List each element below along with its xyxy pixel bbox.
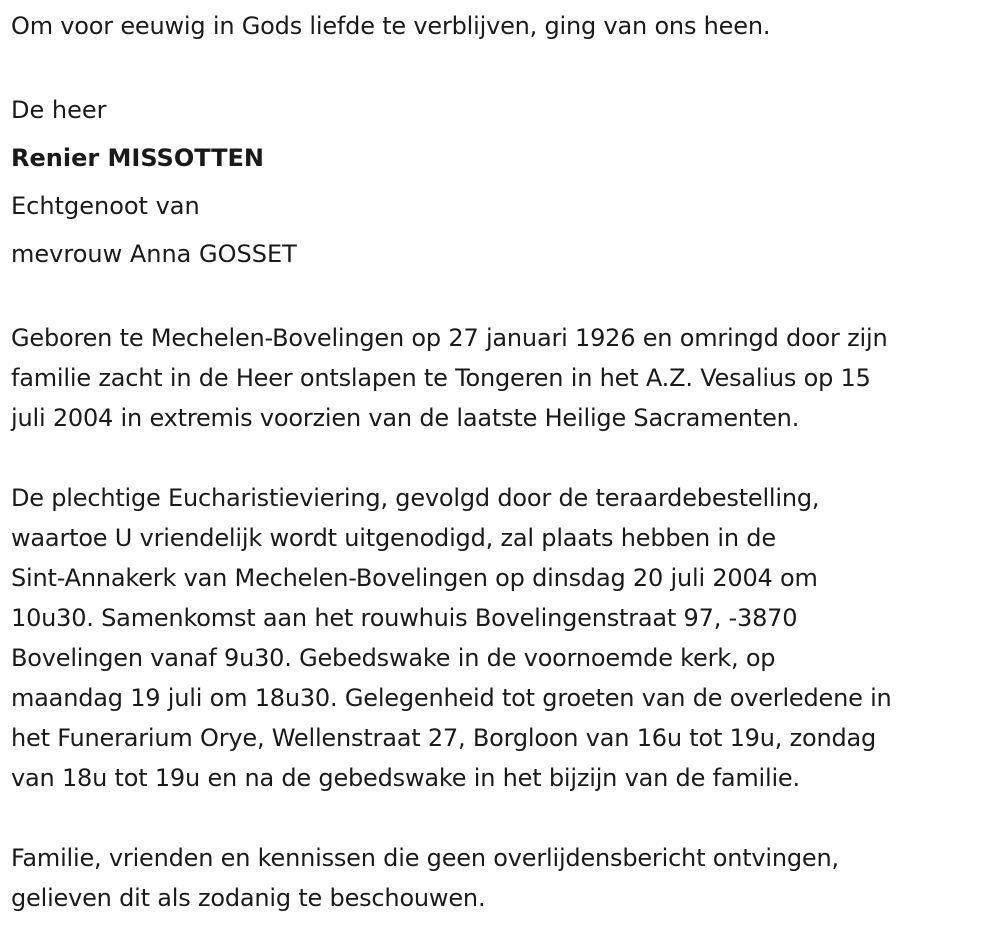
spacer: [11, 46, 996, 86]
paragraph-line: Familie, vrienden en kennissen die geen overlijdensbericht ontvingen,: [11, 844, 839, 872]
paragraph-line: 10u30. Samenkomst aan het rouwhuis Bovelingenstraat 97, -3870: [11, 604, 798, 632]
spouse-name: mevrouw Anna GOSSET: [11, 240, 297, 268]
relation-text: Echtgenoot van: [11, 192, 200, 220]
paragraph-line: De plechtige Eucharistieviering, gevolgd door de teraardebestelling,: [11, 484, 820, 512]
salutation: De heer: [11, 96, 107, 124]
paragraph-line: gelieven dit als zodanig te beschouwen.: [11, 884, 486, 912]
paragraph-line: maandag 19 juli om 18u30. Gelegenheid tot groeten van de overledene in: [11, 684, 892, 712]
paragraph-line: juli 2004 in extremis voorzien van de laatste Heilige Sacramenten.: [11, 404, 800, 432]
spacer: [11, 798, 996, 838]
paragraph-line: Bovelingen vanaf 9u30. Gebedswake in de voornoemde kerk, op: [11, 644, 776, 672]
spacer: [11, 278, 996, 318]
death-notice: [11, 6, 996, 918]
paragraph-line: Geboren te Mechelen-Bovelingen op 27 januari 1926 en omringd door zijn: [11, 324, 888, 352]
birth-paragraph: [11, 318, 996, 438]
intro-text: Om voor eeuwig in Gods liefde te verblijven, ging van ons heen.: [11, 12, 771, 40]
spacer: [11, 438, 996, 478]
deceased-name: Renier MISSOTTEN: [11, 144, 265, 172]
paragraph-line: van 18u tot 19u en na de gebedswake in het bijzijn van de familie.: [11, 764, 800, 792]
paragraph-line: familie zacht in de Heer ontslapen te Tongeren in het A.Z. Vesalius op 15: [11, 364, 871, 392]
paragraph-line: waartoe U vriendelijk wordt uitgenodigd, zal plaats hebben in de: [11, 524, 776, 552]
closing-paragraph: [11, 838, 996, 918]
paragraph-line: het Funerarium Orye, Wellenstraat 27, Borgloon van 16u tot 19u, zondag: [11, 724, 877, 752]
paragraph-line: Sint-Annakerk van Mechelen-Bovelingen op dinsdag 20 juli 2004 om: [11, 564, 818, 592]
ceremony-paragraph: [11, 478, 996, 798]
